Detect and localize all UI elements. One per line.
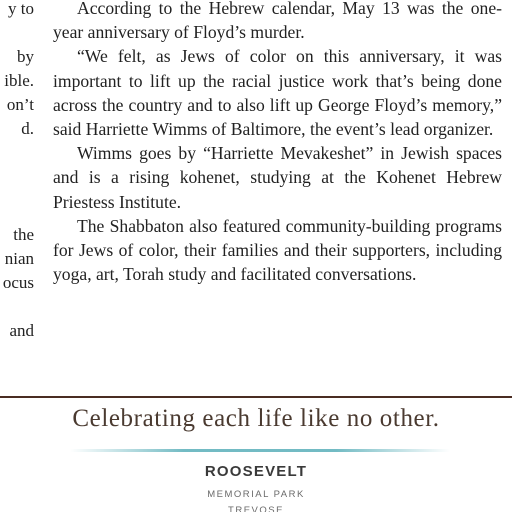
left-line: ible. bbox=[4, 71, 34, 90]
ad-accent-line bbox=[70, 449, 450, 452]
ad-tagline: Celebrating each life like no other. bbox=[72, 405, 440, 432]
article-paragraph: The Shabbaton also featured community-building programs for Jews of color, their families and their supporters, including yoga, art, Torah study and facilitated conversations. bbox=[53, 215, 502, 285]
article-body bbox=[53, 0, 502, 286]
left-line: d. bbox=[21, 119, 34, 138]
left-line: y to bbox=[8, 0, 34, 18]
article-paragraph: “We felt, as Jews of color on this anniversary, it was important to lift up the racial justice work that’s being done across the country and to also lift up George Floyd’s memory,” said Harriette Wimms of Baltimore, the event’s lead organizer. bbox=[53, 46, 502, 140]
article-paragraph: Wimms goes by “Harriette Mevakeshet” in Jewish spaces and is a rising kohenet, studying at the Kohenet Hebrew Priestess Institute. bbox=[53, 143, 502, 212]
ad-logo-name: ROOSEVELT bbox=[204, 463, 308, 480]
left-line: by bbox=[17, 47, 34, 66]
left-line: nian bbox=[4, 249, 34, 268]
ad-logo-subtitle: MEMORIAL PARK bbox=[207, 489, 305, 500]
left-line: and bbox=[9, 321, 34, 340]
ad-divider-rule bbox=[0, 396, 512, 398]
ad-logo-location: TREVOSE bbox=[228, 505, 284, 512]
left-line: on’t bbox=[6, 95, 34, 114]
left-line: ocus bbox=[2, 273, 34, 292]
article-paragraph: According to the Hebrew calendar, May 13 was the one-year anniversary of Floyd’s murder. bbox=[53, 0, 502, 43]
left-line: the bbox=[13, 225, 34, 244]
